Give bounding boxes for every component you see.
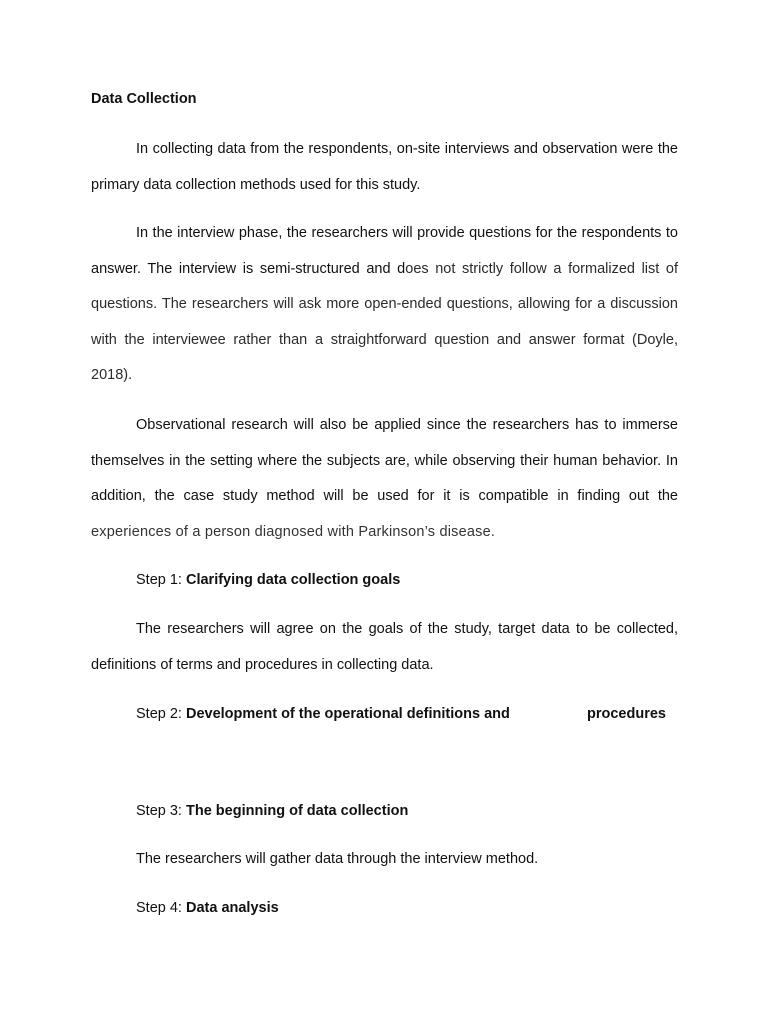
step-prefix: Step 1: (136, 572, 186, 588)
paragraph-text: In collecting data from the respondents, on-site interviews and observation were the primary data collection methods used for this study. (91, 141, 678, 193)
paragraph-observational-research (91, 408, 678, 550)
step-prefix: Step 4: (136, 900, 186, 916)
step-prefix: Step 3: (136, 803, 186, 819)
step-4 (136, 900, 279, 916)
step-1 (136, 572, 400, 588)
step-2 (136, 706, 670, 722)
section-heading: Data Collection (91, 91, 197, 107)
paragraph-text: The researchers will gather data through the interview method. (136, 851, 539, 867)
step-title: Development of the operational definitions and (185, 706, 510, 722)
step-title-tail: procedures (587, 706, 666, 722)
step-title: The beginning of data collection (185, 803, 409, 819)
step-3 (136, 803, 408, 819)
paragraph-text: In the interview phase, the researchers will provide questions for the respondents to answer. The interview is semi-structured and d (91, 225, 678, 277)
paragraph-data-collection-intro (91, 132, 678, 203)
paragraph-goals (91, 612, 678, 683)
paragraph-text-continued: experiences of a person diagnosed with Parkinson’s disease. (91, 523, 496, 540)
step-title: Clarifying data collection goals (185, 572, 401, 588)
step-prefix: Step 2: (136, 706, 186, 722)
paragraph-text-continued: oes not strictly follow a formalized list of questions. The researchers will ask more open-ended questions, allowing for a discussion with the interviewee rather than a straightforward question and answer format (Doyle, 2018). (91, 260, 678, 383)
step-title: Data analysis (185, 900, 279, 916)
paragraph-gather-data (91, 842, 678, 878)
paragraph-interview-phase (91, 216, 678, 394)
paragraph-text: The researchers will agree on the goals of the study, target data to be collected, definitions of terms and procedures in collecting data. (91, 621, 678, 673)
paragraph-text: Observational research will also be applied since the researchers has to immerse themselves in the setting where the subjects are, while observing their human behavior. In addition, the case study method will be used for it is compatible in finding out the (91, 417, 678, 504)
